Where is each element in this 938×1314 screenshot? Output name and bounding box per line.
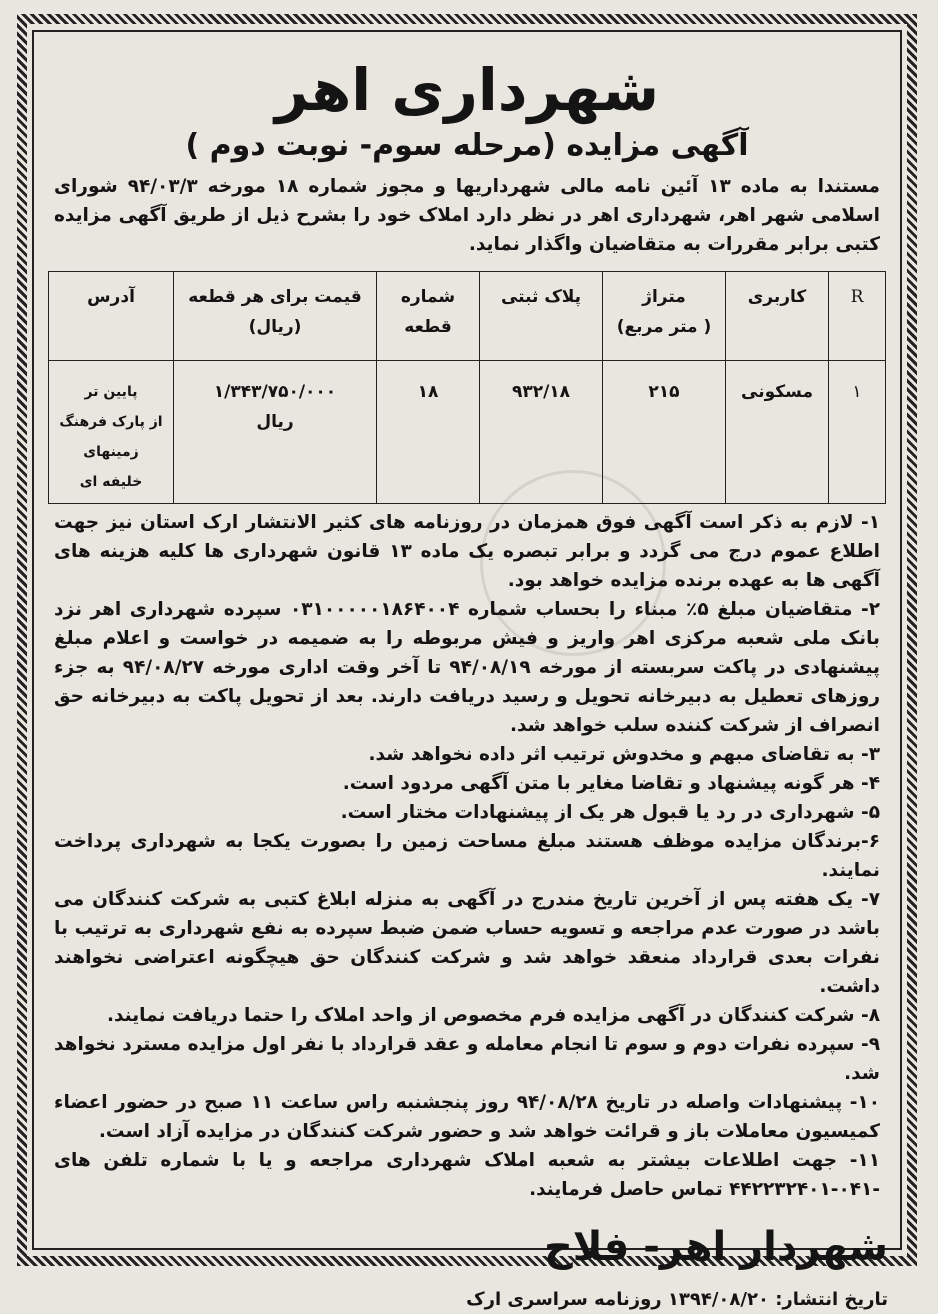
table-header-row — [49, 272, 886, 361]
cell-area: ۲۱۵ — [603, 361, 726, 504]
notice-content — [40, 38, 894, 1310]
signature: شهردار اهر- فلاح — [543, 1224, 888, 1270]
header-price-unit: (ریال) — [248, 317, 302, 337]
condition-item: ۷- یک هفته پس از آخرین تاریخ مندرج در آگهی به منزله ابلاغ کتبی به شرکت کنندگان می باشد در صورت عدم مراجعه و تسویه حساب ضمن ضبط سپرده به نفع شهرداری به ترتیب با نفرات بعدی قرارداد منعقد خواهد شد و شرکت کنندگان حق هیچگونه اعتراضی نخواهند داشت. — [54, 889, 880, 997]
notice-title: شهرداری اهر — [275, 56, 659, 124]
table-row — [49, 361, 886, 504]
condition-item: ۲- متقاضیان مبلغ ۵٪ مبناء را بحساب شماره ۰۳۱۰۰۰۰۰۱۸۶۴۰۰۴ سپرده شهرداری اهر نزد بانک ملی شعبه مرکزی اهر واریز و فیش مربوطه را به ضمیمه در خواست و اعلام مبلغ پیشنهادی در پاکت سربسته از مورخه ۹۴/۰۸/۱۹ تا آخر وقت اداری مورخه ۹۴/۰۸/۲۷ به جزء روزهای تعطیل به دبیرخانه تحویل و رسید دریافت دارند. بعد از تحویل پاکت به دبیرخانه حق انصراف از شرکت کننده سلب خواهد شد. — [54, 599, 880, 736]
header-number-line2: قطعه — [404, 317, 452, 337]
condition-item: ۹- سپرده نفرات دوم و سوم تا انجام معامله و عقد قرارداد با نفر اول مزایده مسترد نخواهد شد. — [54, 1034, 880, 1084]
cell-address-line3: خلیفه ای — [79, 474, 143, 490]
condition-item: ۱۱- جهت اطلاعات بیشتر به شعبه املاک شهرداری مراجعه و یا با شماره تلفن های -۰۴۱-۴۴۲۲۳۲۴۰۱ تماس حاصل فرمایند. — [54, 1150, 880, 1200]
condition-item: ۳- به تقاضای مبهم و مخدوش ترتیب اثر داده نخواهد شد. — [368, 744, 880, 765]
property-table — [48, 271, 886, 504]
header-price-label: قیمت برای هر قطعه — [188, 287, 362, 307]
header-usage: کاربری — [726, 272, 829, 361]
condition-item: ۱۰- پیشنهادات واصله در تاریخ ۹۴/۰۸/۲۸ روز پنجشنبه راس ساعت ۱۱ صبح در حضور اعضاء کمیسیون معاملات باز و قرائت خواهد شد و حضور شرکت کنندگان در مزایده آزاد است. — [54, 1092, 880, 1142]
condition-item: ۵- شهرداری در رد یا قبول هر یک از پیشنهادات مختار است. — [340, 802, 880, 823]
header-area — [603, 272, 726, 361]
header-plaque: پلاک ثبتی — [480, 272, 603, 361]
condition-item: ۴- هر گونه پیشنهاد و تقاضا مغایر با متن آگهی مردود است. — [342, 773, 880, 794]
cell-number: ۱۸ — [377, 361, 480, 504]
header-number — [377, 272, 480, 361]
cell-address-line2: از پارک فرهنگ زمینهای — [59, 414, 163, 460]
cell-usage: مسکونی — [726, 361, 829, 504]
cell-price — [174, 361, 377, 504]
intro-paragraph: مستندا به ماده ۱۳ آئین نامه مالی شهرداریها و مجوز شماره ۱۸ مورخه ۹۴/۰۳/۳ شورای اسلامی شهر اهر، شهرداری اهر در نظر دارد املاک خود را بشرح ذیل از طریق آگهی مزایده کتبی برابر مقررات به متقاضیان واگذار نماید. — [54, 176, 880, 255]
condition-item: ۸- شرکت کنندگان در آگهی مزایده فرم مخصوص از واحد املاک را حتما دریافت نمایند. — [106, 1005, 880, 1026]
header-price — [174, 272, 377, 361]
cell-plaque: ۹۳۲/۱۸ — [480, 361, 603, 504]
notice-subtitle: آگهی مزایده (مرحله سوم- نوبت دوم ) — [185, 128, 749, 163]
cell-price-value: ۱/۳۴۳/۷۵۰/۰۰۰ — [213, 382, 337, 402]
condition-item: ۱- لازم به ذکر است آگهی فوق همزمان در روزنامه های کثیر الانتشار ارک استان نیز جهت اطلاع عموم درج می گردد و برابر تبصره یک ماده ۱۳ قانون شهرداری ها کلیه هزینه های آگهی ها به عهده برنده مزایده خواهد بود. — [54, 512, 881, 591]
cell-address — [49, 361, 174, 504]
header-area-label: متراژ — [642, 287, 686, 307]
header-address: آدرس — [49, 272, 174, 361]
condition-item: ۶-برندگان مزایده موظف هستند مبلغ مساحت زمین را بصورت یکجا به شهرداری پرداخت نمایند. — [54, 831, 880, 881]
cell-address-line1: پایین تر — [84, 384, 138, 400]
header-r: R — [829, 272, 886, 361]
header-area-unit: ( متر مربع) — [616, 317, 712, 337]
header-number-line1: شماره — [400, 287, 456, 307]
publication-date: تاریخ انتشار: ۱۳۹۴/۰۸/۲۰ روزنامه سراسری ارک — [466, 1289, 888, 1310]
conditions-list — [54, 508, 880, 1204]
cell-price-unit: ریال — [256, 412, 294, 432]
cell-r: ۱ — [829, 361, 886, 504]
